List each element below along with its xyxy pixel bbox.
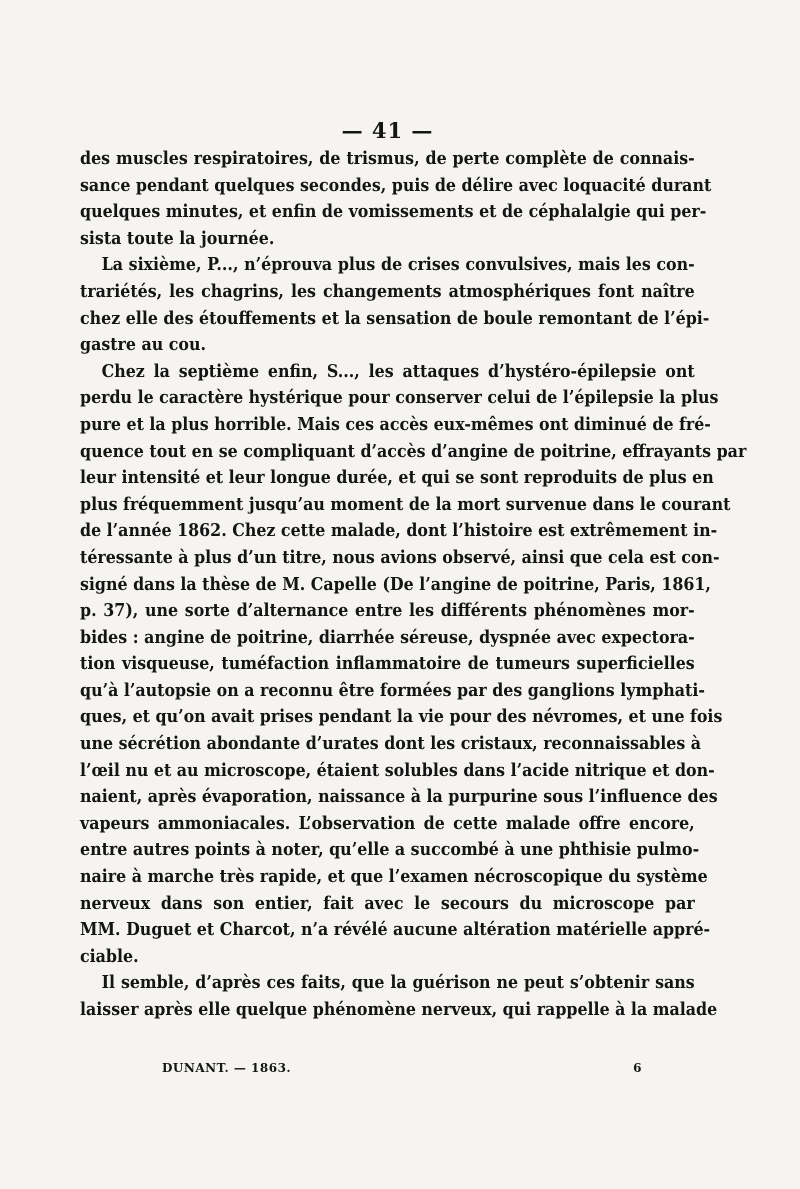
text-line: MM. Duguet et Charcot, n’a révélé aucune altération matérielle appré- xyxy=(80,919,711,941)
text-line: tion visqueuse, tuméfaction inflammatoire de tumeurs superficielles xyxy=(80,653,695,675)
text-line: de l’année 1862. Chez cette malade, dont l’histoire est extrêmement in- xyxy=(80,520,718,542)
text-line: Il semble, d’après ces faits, que la guérison ne peut s’obtenir sans xyxy=(101,972,695,994)
text-line: sance pendant quelques secondes, puis de délire avec loquacité durant xyxy=(80,174,712,196)
body-text xyxy=(80,146,747,1024)
text-line: laisser après elle quelque phénomène nerveux, qui rappelle à la malade xyxy=(80,999,718,1020)
text-line: sista toute la journée. xyxy=(80,227,275,249)
text-line: pure et la plus horrible. Mais ces accès eux-mêmes ont diminué de fré- xyxy=(80,413,711,435)
text-line: plus fréquemment jusqu’au moment de la mort survenue dans le courant xyxy=(80,493,731,515)
text-line: perdu le caractère hystérique pour conserver celui de l’épilepsie la plus xyxy=(80,387,719,409)
text-line: La sixième, P..., n’éprouva plus de crises convulsives, mais les con- xyxy=(101,254,695,276)
text-line: vapeurs ammoniacales. L’observation de cette malade offre encore, xyxy=(80,812,695,834)
paragraph xyxy=(80,146,712,252)
text-line: des muscles respiratoires, de trismus, de perte complète de connais- xyxy=(80,148,695,169)
text-line: quelques minutes, et enfin de vomissements et de céphalalgie qui per- xyxy=(80,201,707,223)
text-line: naient, après évaporation, naissance à la purpurine sous l’influence des xyxy=(80,786,718,808)
text-line: signé dans la thèse de M. Capelle (De l’angine de poitrine, Paris, 1861, xyxy=(80,573,711,595)
text-line: ciable. xyxy=(80,945,139,967)
text-line: une sécrétion abondante d’urates dont les cristaux, reconnaissables à xyxy=(80,733,702,755)
text-line: naire à marche très rapide, et que l’examen nécroscopique du système xyxy=(80,866,708,888)
text-line: téressante à plus d’un titre, nous avions observé, ainsi que cela est con- xyxy=(80,546,720,568)
text-line: Chez la septième enfin, S..., les attaques d’hystéro-épilepsie ont xyxy=(101,360,695,382)
paragraph xyxy=(80,252,710,358)
text-line: qu’à l’autopsie on a reconnu être formées par des ganglions lymphati- xyxy=(80,679,705,701)
text-line: gastre au cou. xyxy=(80,334,207,356)
text-line: p. 37), une sorte d’alternance entre les différents phénomènes mor- xyxy=(80,600,695,622)
paragraph xyxy=(80,359,747,971)
text-line: quence tout en se compliquant d’accès d’angine de poitrine, effrayants par xyxy=(80,440,747,462)
footer-signature-number: 6 xyxy=(633,1061,642,1075)
text-line: leur intensité et leur longue durée, et qui se sont reproduits de plus en xyxy=(80,467,714,489)
text-line: l’œil nu et au microscope, étaient solubles dans l’acide nitrique et don- xyxy=(80,759,715,781)
text-line: entre autres points à noter, qu’elle a succombé à une phthisie pulmo- xyxy=(80,839,700,861)
footer-signature: DUNANT. — 1863. xyxy=(162,1061,292,1075)
paragraph xyxy=(80,970,718,1023)
text-line: chez elle des étouffements et la sensation de boule remontant de l’épi- xyxy=(80,307,710,329)
text-line: trariétés, les chagrins, les changements atmosphériques font naître xyxy=(80,280,695,302)
text-line: bides : angine de poitrine, diarrhée séreuse, dyspnée avec expectora- xyxy=(80,626,695,648)
text-line: nerveux dans son entier, fait avec le secours du microscope par xyxy=(80,892,695,914)
text-line: ques, et qu’on avait prises pendant la vie pour des névromes, et une fois xyxy=(80,706,723,728)
page-number: — 41 — xyxy=(341,118,434,143)
